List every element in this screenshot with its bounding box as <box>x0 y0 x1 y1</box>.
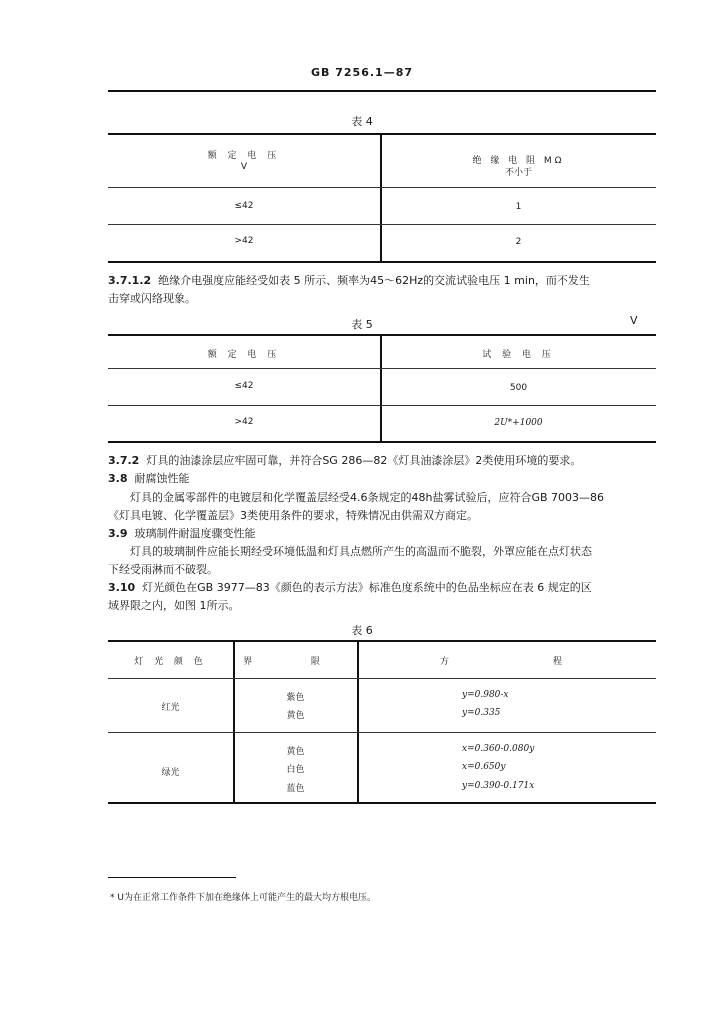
section-39-line1: 灯具的玻璃制件应能长期经受环境低温和灯具点燃所产生的高温而不脆裂，外罩应能在点灯状态 <box>130 545 592 558</box>
section-3712-number: 3.7.1.2 <box>108 274 152 287</box>
table4-bottom-rule <box>108 261 656 263</box>
table5-top-rule <box>108 334 656 336</box>
table5-row1-value: 500 <box>509 383 528 393</box>
section-39-title: 玻璃制件耐温度骤变性能 <box>134 527 256 540</box>
table5-bottom-rule <box>108 441 656 443</box>
table4-row2-voltage: >42 <box>234 236 254 246</box>
table5-row2-value: 2U*+1000 <box>494 418 543 428</box>
section-3712-text: 绝缘介电强度应能经受如表 5 所示、频率为45～62Hz的交流试验电压 1 min，而不发生 <box>158 274 590 287</box>
section-310-line1 <box>108 579 592 596</box>
section-39-number: 3.9 <box>108 527 128 540</box>
table5-row2-voltage: >42 <box>234 417 254 427</box>
section-372-number: 3.7.2 <box>108 454 140 467</box>
table5-header-rule <box>108 368 656 369</box>
section-39-heading <box>108 525 256 542</box>
footnote-rule <box>108 877 236 878</box>
table4-row1-value: 1 <box>515 202 522 212</box>
section-372 <box>108 452 581 469</box>
table6-col1-header: 灯 光 颜 色 <box>134 657 207 667</box>
table6-group2-eq1: x=0.360-0.080y <box>462 744 535 754</box>
section-372-text: 灯具的油漆涂层应牢固可靠，并符合SG 286—82《灯具油漆涂层》2类使用环境的要求。 <box>146 454 582 467</box>
table6-group1-limit1: 紫色 <box>286 693 305 703</box>
table6-group-rule <box>108 732 656 733</box>
table5-unit: V <box>630 314 638 327</box>
table6-group1-color: 红光 <box>161 703 180 713</box>
table4-col1-unit: V <box>240 162 248 172</box>
table6-group2-eq2: x=0.650y <box>462 762 506 772</box>
table4-row-rule <box>108 224 656 225</box>
section-38-number: 3.8 <box>108 472 128 485</box>
table6-group2-eq3: y=0.390-0.171x <box>462 781 535 791</box>
footnote: * U为在正常工作条件下加在绝缘体上可能产生的最大均方根电压。 <box>110 893 376 903</box>
table6-group1-eq2: y=0.335 <box>462 708 501 718</box>
table6-col3-header-a: 方 <box>440 657 450 667</box>
header-rule <box>108 90 656 92</box>
table4-row1-voltage: ≤42 <box>234 201 254 211</box>
table6-col2-header: 界 限 <box>243 657 348 667</box>
table6-group2-limit1: 黄色 <box>286 747 305 757</box>
table6-group1-eq1: y=0.980-x <box>462 690 509 700</box>
table6-group2-limit3: 蓝色 <box>286 784 305 794</box>
table4-col2-subheader: 不小于 <box>504 168 532 178</box>
table6-caption: 表 6 <box>351 624 373 637</box>
section-310-line2: 域界限之内，如图 1所示。 <box>108 599 240 612</box>
table4-caption: 表 4 <box>351 115 373 128</box>
table6-header-rule <box>108 678 656 679</box>
table6-col3-header-b: 程 <box>553 657 563 667</box>
standard-code-header: GB 7256.1—87 <box>311 66 413 79</box>
table4-col1-header: 额 定 电 压 <box>207 151 281 161</box>
table6-group2-limit2: 白色 <box>286 765 305 775</box>
section-38-heading <box>108 470 190 487</box>
table4-row2-value: 2 <box>515 237 522 247</box>
section-3712-line1 <box>108 272 590 289</box>
table5-col2-header: 试 验 电 压 <box>482 350 555 360</box>
table6-col-divider-2 <box>357 640 359 803</box>
section-38-line1: 灯具的金属零部件的电镀层和化学覆盖层经受4.6条规定的48h盐雾试验后，应符合GB 7003—86 <box>130 491 605 504</box>
section-38-line2: 《灯具电镀、化学覆盖层》3类使用条件的要求，特殊情况由供需双方商定。 <box>108 509 478 522</box>
table5-col1-header: 额 定 电 压 <box>207 350 281 360</box>
section-39-line2: 下经受雨淋而不破裂。 <box>108 563 218 576</box>
table4-header-rule <box>108 187 656 188</box>
table5-row1-voltage: ≤42 <box>234 381 254 391</box>
section-3712-line2: 击穿或闪络现象。 <box>108 292 196 305</box>
table6-bottom-rule <box>108 802 656 804</box>
section-310-number: 3.10 <box>108 581 136 594</box>
table5-row-rule <box>108 405 656 406</box>
table6-top-rule <box>108 640 656 642</box>
table6-group1-limit2: 黄色 <box>286 711 305 721</box>
table6-group2-color: 绿光 <box>161 768 180 778</box>
table4-col2-header: 绝 缘 电 阻 MΩ <box>472 156 565 166</box>
table4-top-rule <box>108 133 656 135</box>
section-38-title: 耐腐蚀性能 <box>134 472 190 485</box>
section-310-text: 灯光颜色在GB 3977—83《颜色的表示方法》标准色度系统中的色品坐标应在表 6 规定的区 <box>142 581 592 594</box>
table5-caption: 表 5 <box>351 318 373 331</box>
